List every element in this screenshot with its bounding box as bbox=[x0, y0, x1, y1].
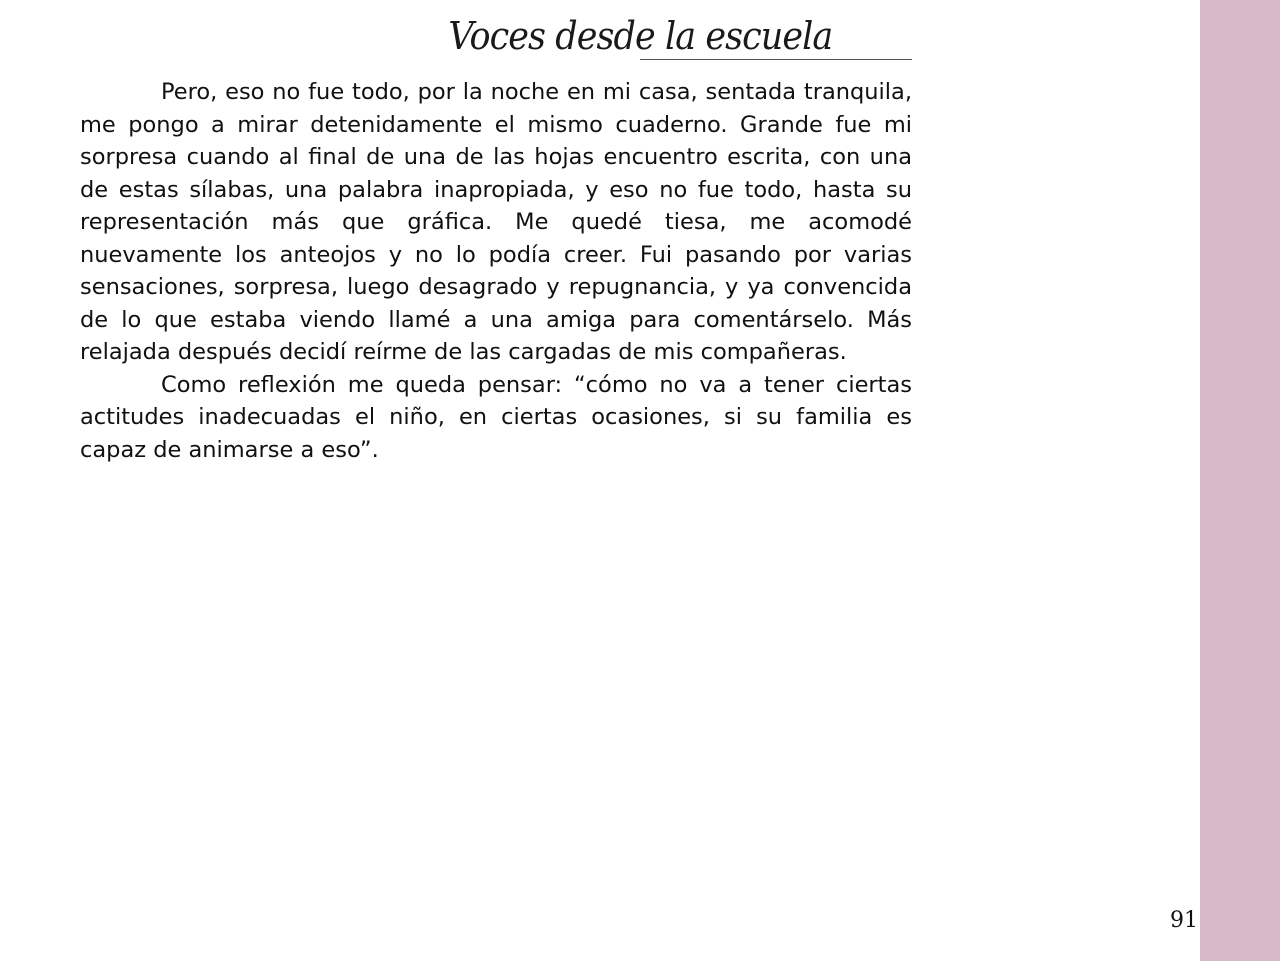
side-color-band bbox=[1200, 0, 1280, 961]
body-text bbox=[80, 76, 912, 466]
paragraph-1: Pero, eso no fue todo, por la noche en mi casa, sentada tranquila, me pongo a mirar detenidamente el mismo cuaderno. Grande fue mi sorpresa cuando al final de una de las hojas encuentro escrita, con una de estas sílabas, una palabra inapropiada, y eso no fue todo, hasta su representación más que gráfica. Me quedé tiesa, me acomodé nuevamente los anteojos y no lo podía creer. Fui pasando por varias sensaciones, sorpresa, luego desagrado y repugnancia, y ya convencida de lo que estaba viendo llamé a una amiga para comentárselo. Más relajada después decidí reírme de las cargadas de mis compañeras. bbox=[80, 79, 912, 365]
paragraph-2: Como reflexión me queda pensar: “cómo no va a tener ciertas actitudes inadecuadas el niño, en ciertas ocasiones, si su familia es capaz de animarse a eso”. bbox=[80, 371, 912, 463]
page-number: 91 bbox=[1170, 908, 1198, 933]
running-head-rule bbox=[640, 59, 912, 60]
running-head-title: Voces desde la escuela bbox=[448, 14, 832, 58]
